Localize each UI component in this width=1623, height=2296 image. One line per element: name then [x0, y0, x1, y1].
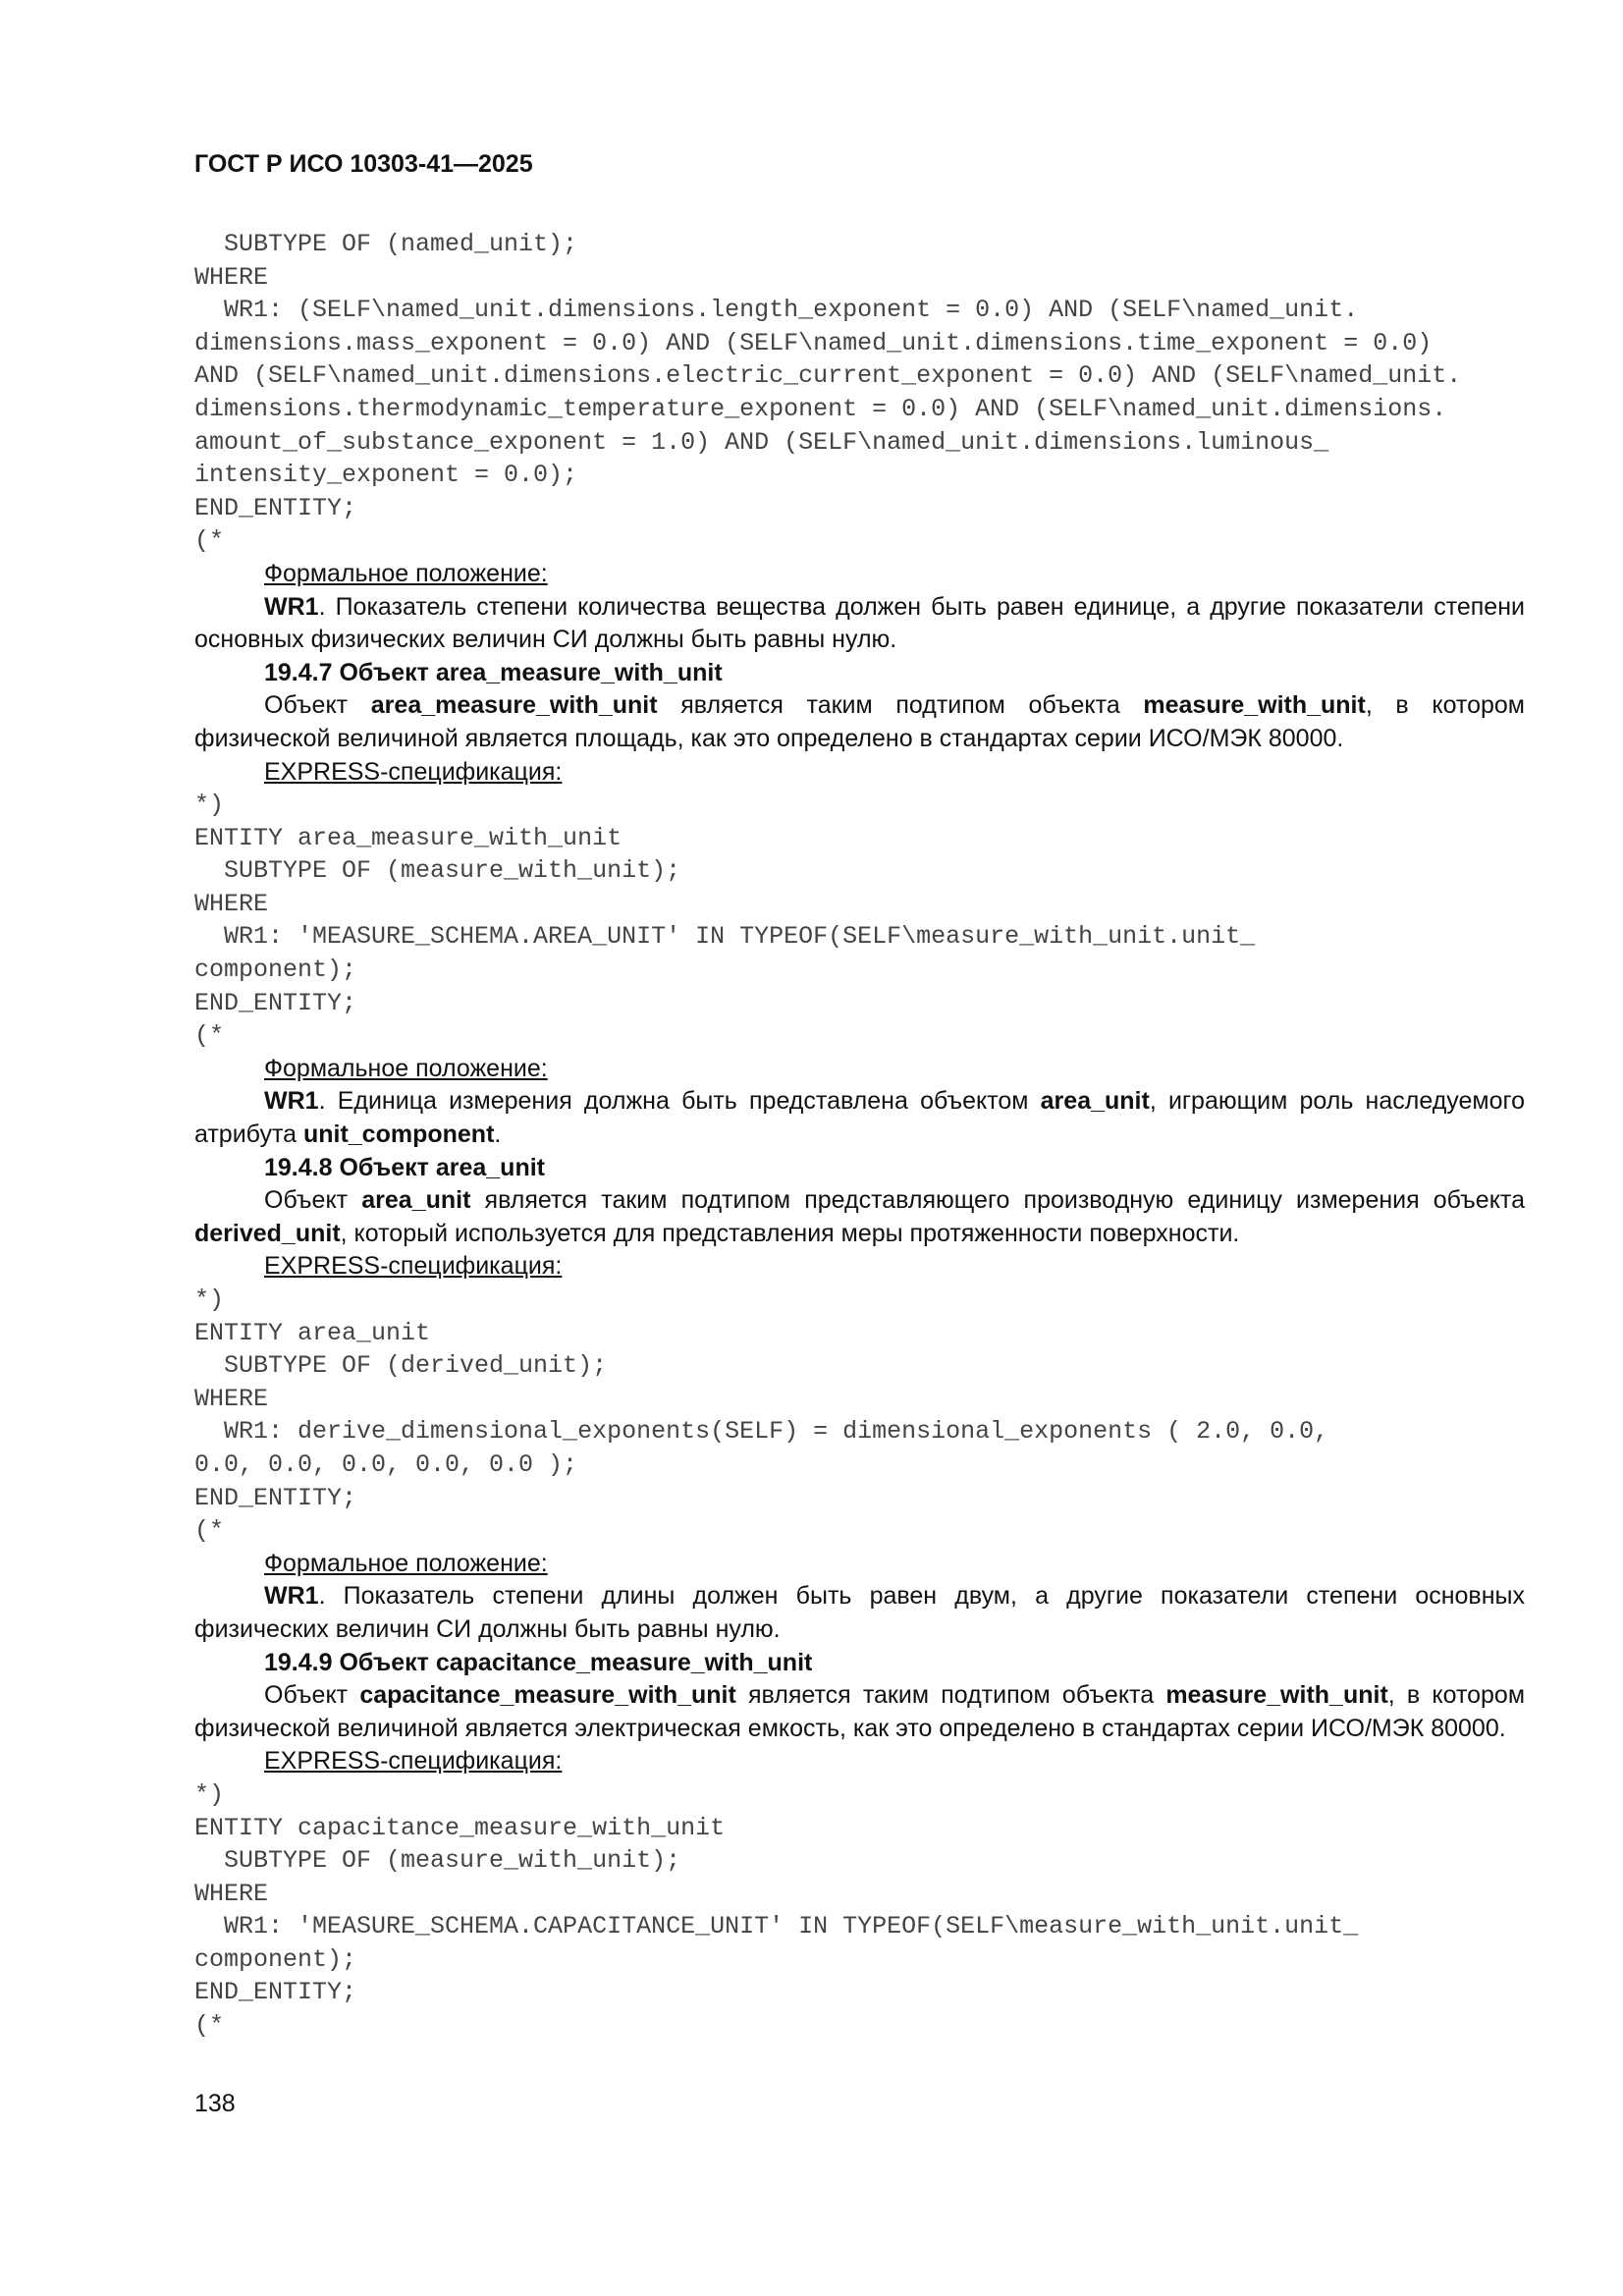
formal-label: Формальное положение: [264, 559, 548, 587]
section-heading-19-4-8: 19.4.8 Объект area_unit [264, 1153, 545, 1181]
code-block-1: SUBTYPE OF (named_unit); WHERE WR1: (SELF\named_unit.dimensions.length_exponent = 0.0) AND (SELF\named_unit. dimensions.mass_exponent = 0.0) AND (SELF\named_unit.dimensions.time_exponent = 0.0) AND (SELF\named_unit.dimensions.electric_current_exponent = 0.0) AND (SELF\named_unit. dimensions.thermodynamic_temperature_exponent = 0.0) AND (SELF\named_unit.dimensions. amount_of_substance_exponent = 1.0) AND (SELF\named_unit.dimensions.luminous_ intensity_exponent = 0.0); END_ENTITY; (* [194, 230, 1462, 556]
express-label: EXPRESS-спецификация: [264, 1252, 563, 1281]
formal-text-1: WR1. Показатель степени количества вещества должен быть равен единице, а другие показатели степени основных физических величин СИ должны быть равны нулю. [194, 592, 1525, 654]
code-block-4: *) ENTITY capacitance_measure_with_unit SUBTYPE OF (measure_with_unit); WHERE WR1: 'MEASURE_SCHEMA.CAPACITANCE_UNIT' IN TYPEOF(SELF\measure_with_unit.unit_ component); END_ENTITY; (* [194, 1779, 1359, 2041]
page-number: 138 [194, 2090, 236, 2117]
formal-text-2: WR1. Единица измерения должна быть представлена объектом area_unit, играющим роль наследуемого атрибута unit_component. [194, 1087, 1525, 1149]
section-heading-19-4-7: 19.4.7 Объект area_measure_with_unit [264, 658, 723, 686]
formal-label: Формальное положение: [264, 1054, 548, 1082]
document-page [194, 147, 1525, 2043]
section-text-19-4-9: Объект capacitance_measure_with_unit является таким подтипом объекта measure_with_unit, в котором физической величиной является электрическая емкость, как это определено в стандартах серии ИСО/МЭК 80000. [194, 1681, 1526, 1742]
code-block-3: *) ENTITY area_unit SUBTYPE OF (derived_unit); WHERE WR1: derive_dimensional_exponents(SELF) = dimensional_exponents ( 2.0, 0.0, 0.0, 0.0, 0.0, 0.0, 0.0 ); END_ENTITY; (* [194, 1285, 1329, 1546]
express-label: EXPRESS-спецификация: [264, 1747, 563, 1776]
formal-text-3: WR1. Показатель степени длины должен быть равен двум, а другие показатели степени основных физических величин СИ должны быть равны нулю. [194, 1582, 1525, 1643]
section-text-19-4-7: Объект area_measure_with_unit является таким подтипом объекта measure_with_unit, в котором физической величиной является площадь, как это определено в стандартах серии ИСО/МЭК 80000. [194, 691, 1525, 752]
section-heading-19-4-9: 19.4.9 Объект capacitance_measure_with_unit [264, 1648, 813, 1676]
section-text-19-4-8: Объект area_unit является таким подтипом представляющего производную единицу измерения объекта derived_unit, который используется для представления меры протяженности поверхности. [194, 1186, 1525, 1247]
formal-label: Формальное положение: [264, 1549, 548, 1577]
document-header: ГОСТ Р ИСО 10303-41—2025 [194, 150, 533, 178]
code-block-2: *) ENTITY area_measure_with_unit SUBTYPE OF (measure_with_unit); WHERE WR1: 'MEASURE_SCHEMA.AREA_UNIT' IN TYPEOF(SELF\measure_with_unit.unit_ component); END_ENTITY; (* [194, 791, 1256, 1051]
express-label: EXPRESS-спецификация: [264, 757, 563, 786]
